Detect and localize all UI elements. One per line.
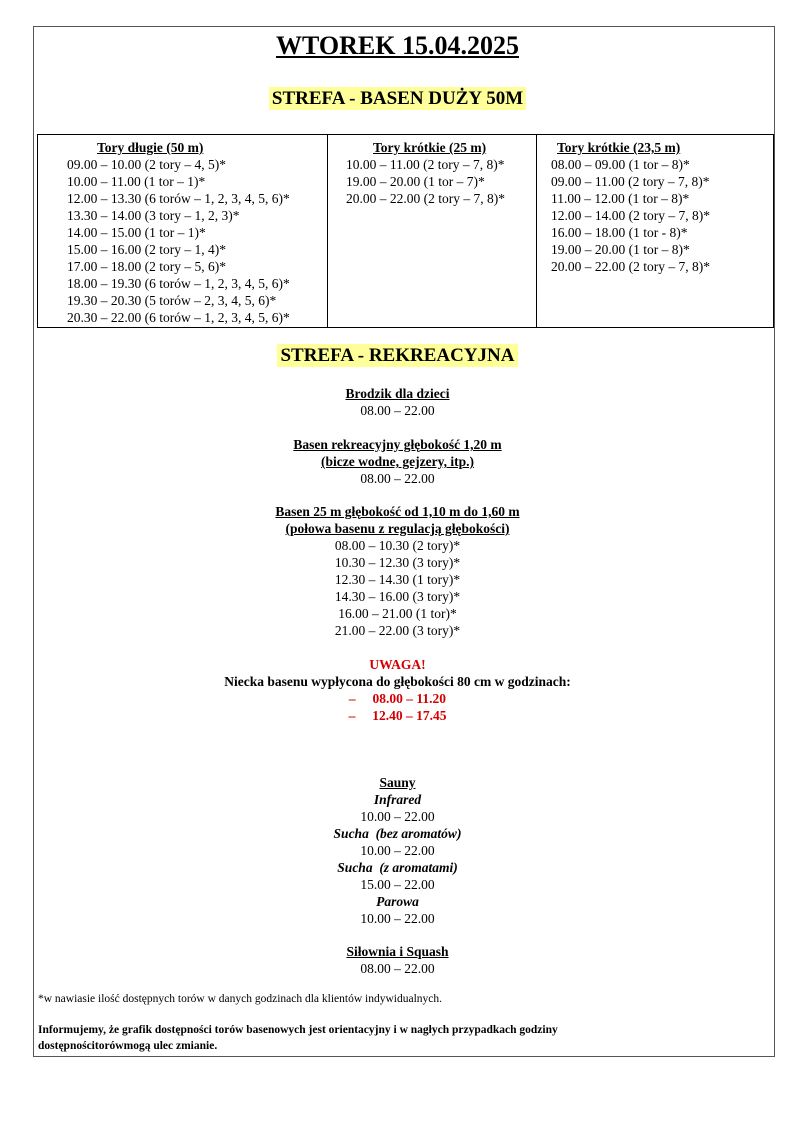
lane-row: 12.00 – 13.30 (6 torów – 1, 2, 3, 4, 5, 6)* xyxy=(67,191,290,206)
lanes-column-short-25 xyxy=(327,135,536,327)
pool25-row: 16.00 – 21.00 (1 tor)* xyxy=(338,606,457,621)
pool25-row: 08.00 – 10.30 (2 tory)* xyxy=(334,538,461,553)
lane-row: 09.00 – 11.00 (2 tory – 7, 8)* xyxy=(551,174,710,189)
lanes-table xyxy=(37,134,774,328)
column-header: Tory krótkie (23,5 m) xyxy=(557,140,681,155)
gym-hours: 08.00 – 22.00 xyxy=(360,961,435,976)
lanes-column-long xyxy=(38,135,327,327)
lane-row: 20.30 – 22.00 (6 torów – 1, 2, 3, 4, 5, 6)* xyxy=(67,310,290,325)
notice-time: – 08.00 – 11.20 xyxy=(348,691,447,706)
column-header: Tory długie (50 m) xyxy=(97,140,204,155)
rec-pool-hours: 08.00 – 22.00 xyxy=(360,471,435,486)
sauna-name: Sucha (bez aromatów) xyxy=(333,826,462,841)
footnote: *w nawiasie ilość dostępnych torów w danych godzinach dla klientów indywidualnych. xyxy=(38,993,443,1005)
zone-large-pool-heading xyxy=(0,86,795,113)
sauna-hours: 10.00 – 22.00 xyxy=(360,843,435,858)
disclaimer-line: Informujemy, że grafik dostępności torów basenowych jest orientacyjny i w nagłych przypadkach godziny xyxy=(38,1024,558,1036)
gym-section xyxy=(0,943,795,977)
lane-row: 10.00 – 11.00 (1 tor – 1)* xyxy=(67,174,206,189)
sauna-name: Parowa xyxy=(376,894,419,909)
lane-row: 16.00 – 18.00 (1 tor - 8)* xyxy=(551,225,688,240)
lanes-column-short-23-5 xyxy=(536,135,773,327)
lane-row: 11.00 – 12.00 (1 tor – 8)* xyxy=(551,191,690,206)
page-title: WTOREK 15.04.2025 xyxy=(276,31,519,60)
lane-row: 14.00 – 15.00 (1 tor – 1)* xyxy=(67,225,206,240)
notice-title: UWAGA! xyxy=(369,657,426,672)
sauna-hours: 15.00 – 22.00 xyxy=(360,877,435,892)
zone-recreation-heading xyxy=(0,343,795,370)
column-header: Tory krótkie (25 m) xyxy=(373,140,487,155)
brodzik-title: Brodzik dla dzieci xyxy=(345,386,450,401)
pool25-row: 14.30 – 16.00 (3 tory)* xyxy=(334,589,461,604)
lane-row: 19.00 – 20.00 (1 tor – 7)* xyxy=(346,174,485,189)
rec-pool-section xyxy=(0,436,795,487)
disclaimer xyxy=(38,1022,738,1054)
brodzik-hours: 08.00 – 22.00 xyxy=(360,403,435,418)
lane-row: 12.00 – 14.00 (2 tory – 7, 8)* xyxy=(551,208,710,223)
lane-row: 15.00 – 16.00 (2 tory – 1, 4)* xyxy=(67,242,226,257)
rec-pool-subtitle: (bicze wodne, gejzery, itp.) xyxy=(321,454,474,469)
notice-text: Niecka basenu wypłycona do głębokości 80 cm w godzinach: xyxy=(224,674,571,689)
zone-recreation-label: STREFA - REKREACYJNA xyxy=(277,344,517,367)
lane-row: 20.00 – 22.00 (2 tory – 7, 8)* xyxy=(551,259,710,274)
sauna-name: Sucha (z aromatami) xyxy=(337,860,458,875)
sauna-name: Infrared xyxy=(373,792,422,807)
pool25-title: Basen 25 m głębokość od 1,10 m do 1,60 m xyxy=(275,504,520,519)
notice-time: – 12.40 – 17.45 xyxy=(348,708,447,723)
saunas-section xyxy=(0,774,795,927)
pool25-row: 12.30 – 14.30 (1 tory)* xyxy=(334,572,461,587)
disclaimer-line: dostępnościtorówmogą ulec zmianie. xyxy=(38,1040,218,1052)
pool25-subtitle: (połowa basenu z regulacją głębokości) xyxy=(285,521,510,536)
lane-row: 18.00 – 19.30 (6 torów – 1, 2, 3, 4, 5, 6)* xyxy=(67,276,290,291)
brodzik-section xyxy=(0,385,795,419)
lane-row: 19.30 – 20.30 (5 torów – 2, 3, 4, 5, 6)* xyxy=(67,293,277,308)
zone-large-label: STREFA - BASEN DUŻY 50M xyxy=(269,87,526,110)
lane-row: 17.00 – 18.00 (2 tory – 5, 6)* xyxy=(67,259,226,274)
lane-row: 08.00 – 09.00 (1 tor – 8)* xyxy=(551,157,690,172)
lane-row: 09.00 – 10.00 (2 tory – 4, 5)* xyxy=(67,157,226,172)
saunas-title: Sauny xyxy=(379,775,416,790)
sauna-hours: 10.00 – 22.00 xyxy=(360,911,435,926)
sauna-hours: 10.00 – 22.00 xyxy=(360,809,435,824)
notice-section xyxy=(0,656,795,724)
pool25-row: 21.00 – 22.00 (3 tory)* xyxy=(334,623,461,638)
rec-pool-title: Basen rekreacyjny głębokość 1,20 m xyxy=(293,437,502,452)
lane-row: 20.00 – 22.00 (2 tory – 7, 8)* xyxy=(346,191,505,206)
pool25-row: 10.30 – 12.30 (3 tory)* xyxy=(334,555,461,570)
pool25-section xyxy=(0,503,795,639)
gym-title: Siłownia i Squash xyxy=(346,944,449,959)
lane-row: 10.00 – 11.00 (2 tory – 7, 8)* xyxy=(346,157,505,172)
lane-row: 19.00 – 20.00 (1 tor – 8)* xyxy=(551,242,690,257)
lane-row: 13.30 – 14.00 (3 tory – 1, 2, 3)* xyxy=(67,208,240,223)
